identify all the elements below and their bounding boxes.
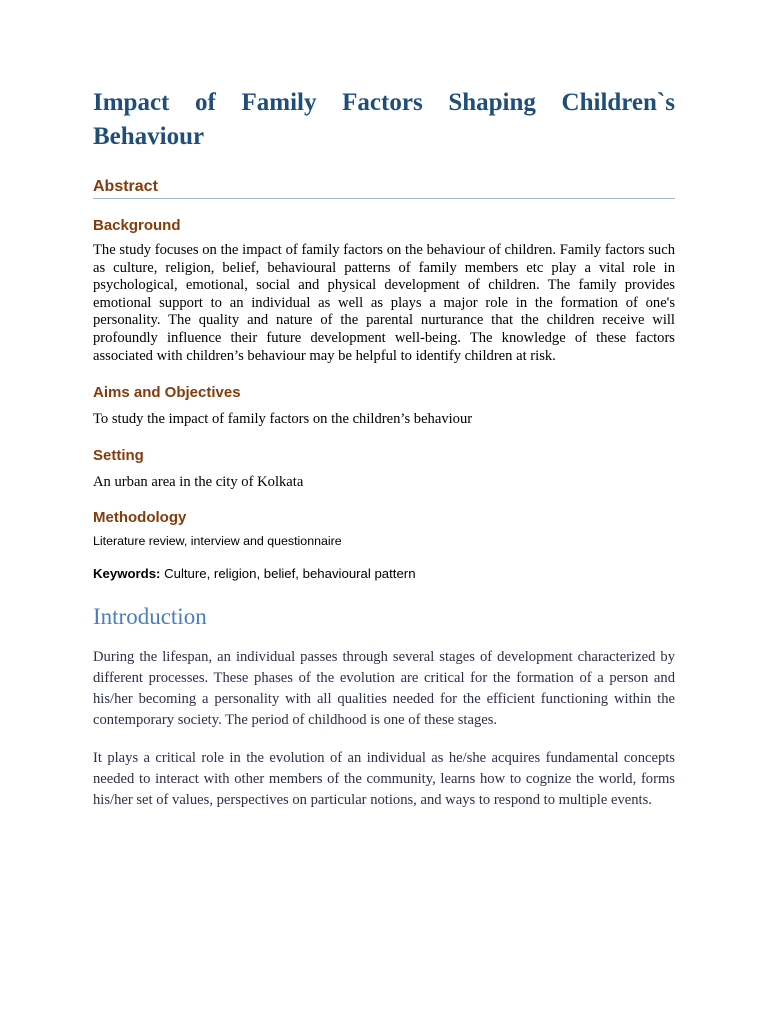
aims-section (93, 383, 675, 429)
background-section (93, 216, 675, 365)
keywords-text: Culture, religion, belief, behavioural pattern (160, 566, 416, 582)
keywords-label: Keywords: (93, 566, 161, 582)
document-title: Impact of Family Factors Shaping Children`s Behaviour (93, 89, 675, 150)
introduction-heading: Introduction (93, 604, 207, 630)
aims-heading: Aims and Objectives (93, 384, 241, 402)
document-page (93, 86, 675, 811)
introduction-paragraph: During the lifespan, an individual passes through several stages of development characterized by different processes. These phases of the evolution are critical for the formation of a person and his/her becoming a personality with all qualities needed for the efficient functioning within the contemporary society. The period of childhood is one of these stages. (93, 649, 675, 729)
setting-section (93, 446, 675, 492)
abstract-heading: Abstract (93, 177, 675, 199)
methodology-text: Literature review, interview and questionnaire (93, 534, 342, 549)
setting-heading: Setting (93, 446, 144, 464)
background-text: The study focuses on the impact of family factors on the behaviour of children. Family factors such as culture, religion, belief, behavioural patterns of family members etc play a vital role in psychological, emotional, social and physical development of children. The family provides emotional support to an individual as well as plays a major role in the formation of one's personality. The quality and nature of the parental nurturance that the children receive will profoundly influence their future development well-being. The knowledge of these factors associated with children’s behaviour may be helpful to identify children at risk. (93, 242, 675, 364)
keywords-line (93, 566, 675, 582)
introduction-paragraph: It plays a critical role in the evolution of an individual as he/she acquires fundamental concepts needed to interact with other members of the community, learns how to cognize the world, forms his/her set of values, perspectives on particular notions, and ways to respond to multiple events. (93, 750, 675, 809)
methodology-section (93, 508, 675, 549)
background-heading: Background (93, 217, 181, 234)
aims-text: To study the impact of family factors on the children’s behaviour (93, 411, 473, 428)
setting-text: An urban area in the city of Kolkata (93, 473, 304, 490)
methodology-heading: Methodology (93, 509, 187, 527)
